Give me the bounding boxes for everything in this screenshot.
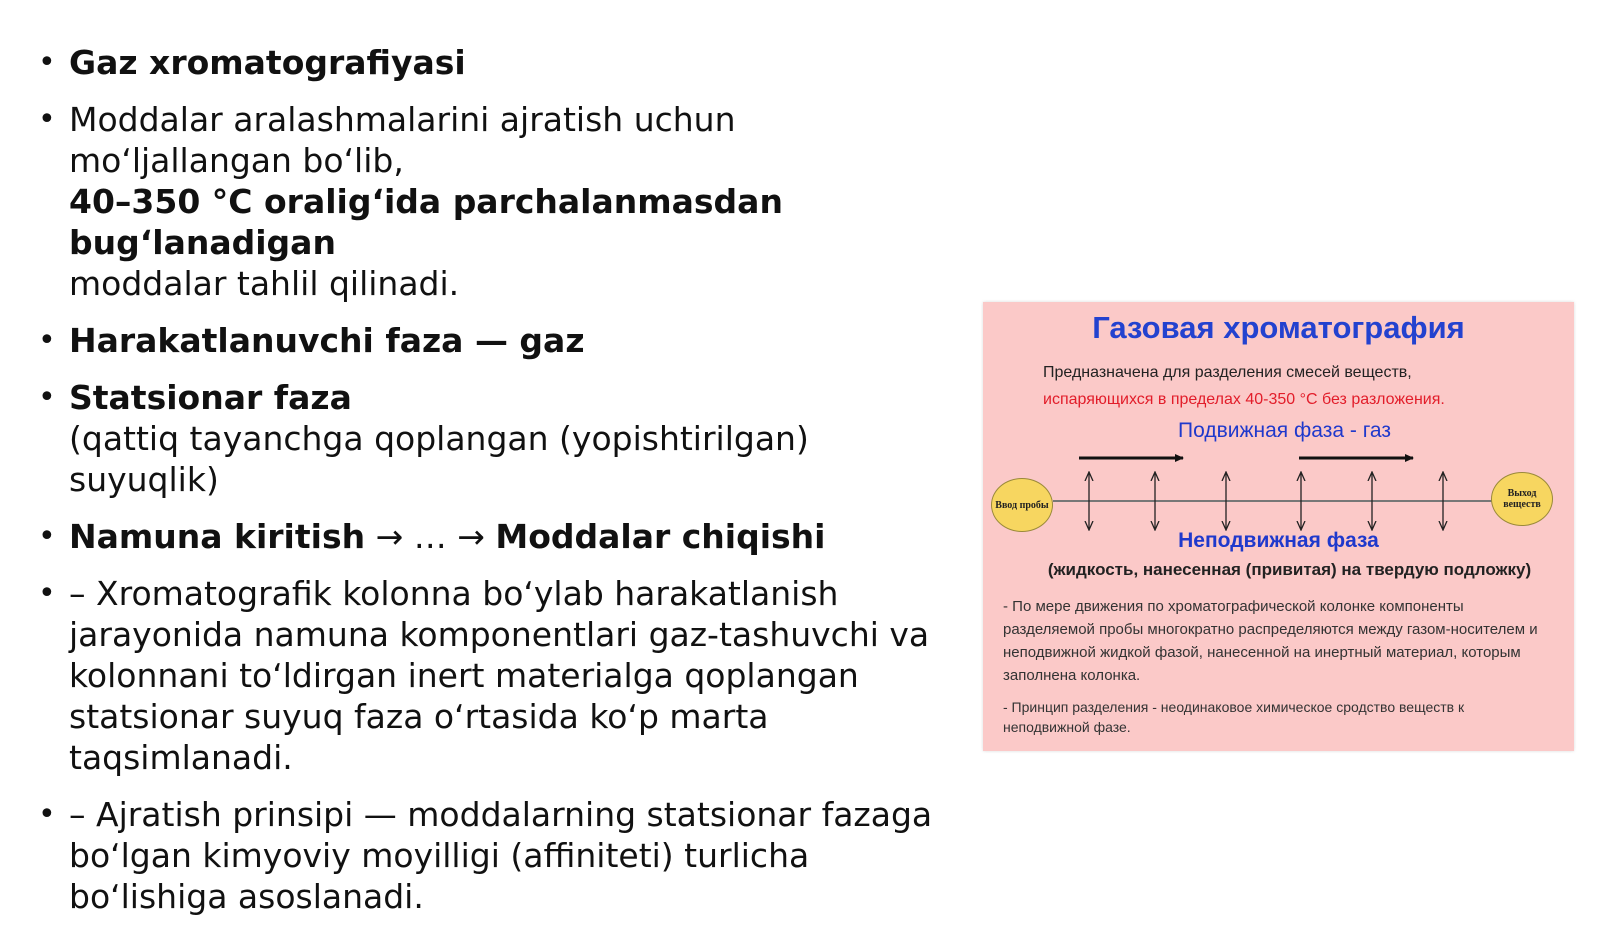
sample-inlet-circle: Ввод пробы	[991, 478, 1053, 532]
gc-figure	[983, 302, 1574, 751]
bullet-principle-text: – Ajratish prinsipi — moddalarning statsionar fazaga bo‘lgan kimyoviy moyilligi (affiniteti) turlicha bo‘lishiga asoslanadi.	[69, 795, 933, 916]
bullet-flow	[38, 516, 943, 557]
stationary-phase-desc: (жидкость, нанесенная (привитая) на твердую подложку)	[1047, 560, 1532, 579]
bullet-list	[38, 42, 943, 933]
bullet-distribution-text: – Xromatografik kolonna bo‘ylab harakatlanish jarayonida namuna komponentlari gaz-tashuvchi va kolonnani to‘ldirgan inert materialga qoplangan statsionar suyuq faza o‘rtasida ko‘p marta taqsimlanadi.	[69, 574, 930, 777]
bullet-purpose-line3: moddalar tahlil qilinadi.	[69, 264, 460, 303]
bullet-purpose-bold: 40–350 °C oralig‘ida parchalanmasdan bug‘lanadigan	[69, 182, 783, 262]
figure-title: Газовая хроматография	[1092, 310, 1465, 345]
bullet-purpose-line1: • Moddalar aralashmalarini ajratish uchun mo‘ljallangan bo‘lib,	[69, 100, 736, 180]
figure-purpose-line: Предназначена для разделения смесей веществ,	[1043, 364, 1412, 381]
stationary-phase-label: Неподвижная фаза	[1178, 529, 1379, 552]
bullet-mobile-phase-text: Harakatlanuvchi faza — gaz	[69, 321, 585, 360]
bullet-gc-title-text: Gaz xromatografiyasi	[69, 43, 466, 82]
column-diagram	[983, 442, 1574, 532]
figure-note-principle: - Принцип разделения - неодинаковое химическое сродство веществ к неподвижной фазе.	[1003, 699, 1465, 735]
bullet-flow-start: Namuna kiritish	[69, 517, 366, 556]
bullet-flow-end: Moddalar chiqishi	[495, 517, 826, 556]
bullet-mobile-phase	[38, 320, 943, 361]
figure-note-distribution: - По мере движения по хроматографической колонке компоненты разделяемой пробы многократно распределяются между газом-носителем и неподвижной жидкой фазой, нанесенной на инертный материал, которым заполнена колонка.	[1003, 598, 1538, 684]
bullet-distribution	[38, 573, 943, 778]
bullet-stationary-phase	[38, 377, 943, 500]
bullet-stationary-phase-desc: (qattiq tayanchga qoplangan (yopishtirilgan) suyuqlik)	[69, 419, 809, 499]
bullet-purpose	[38, 99, 943, 304]
bullet-stationary-phase-title: • Statsionar faza	[69, 378, 352, 417]
mobile-phase-label: Подвижная фаза - газ	[1178, 419, 1391, 442]
figure-range-line: испаряющихся в пределах 40-350 °С без разложения.	[1043, 391, 1445, 408]
substance-outlet-circle: Выход веществ	[1491, 472, 1553, 526]
bullet-gc-title	[38, 42, 943, 83]
bullet-flow-middle: → … →	[365, 517, 496, 556]
